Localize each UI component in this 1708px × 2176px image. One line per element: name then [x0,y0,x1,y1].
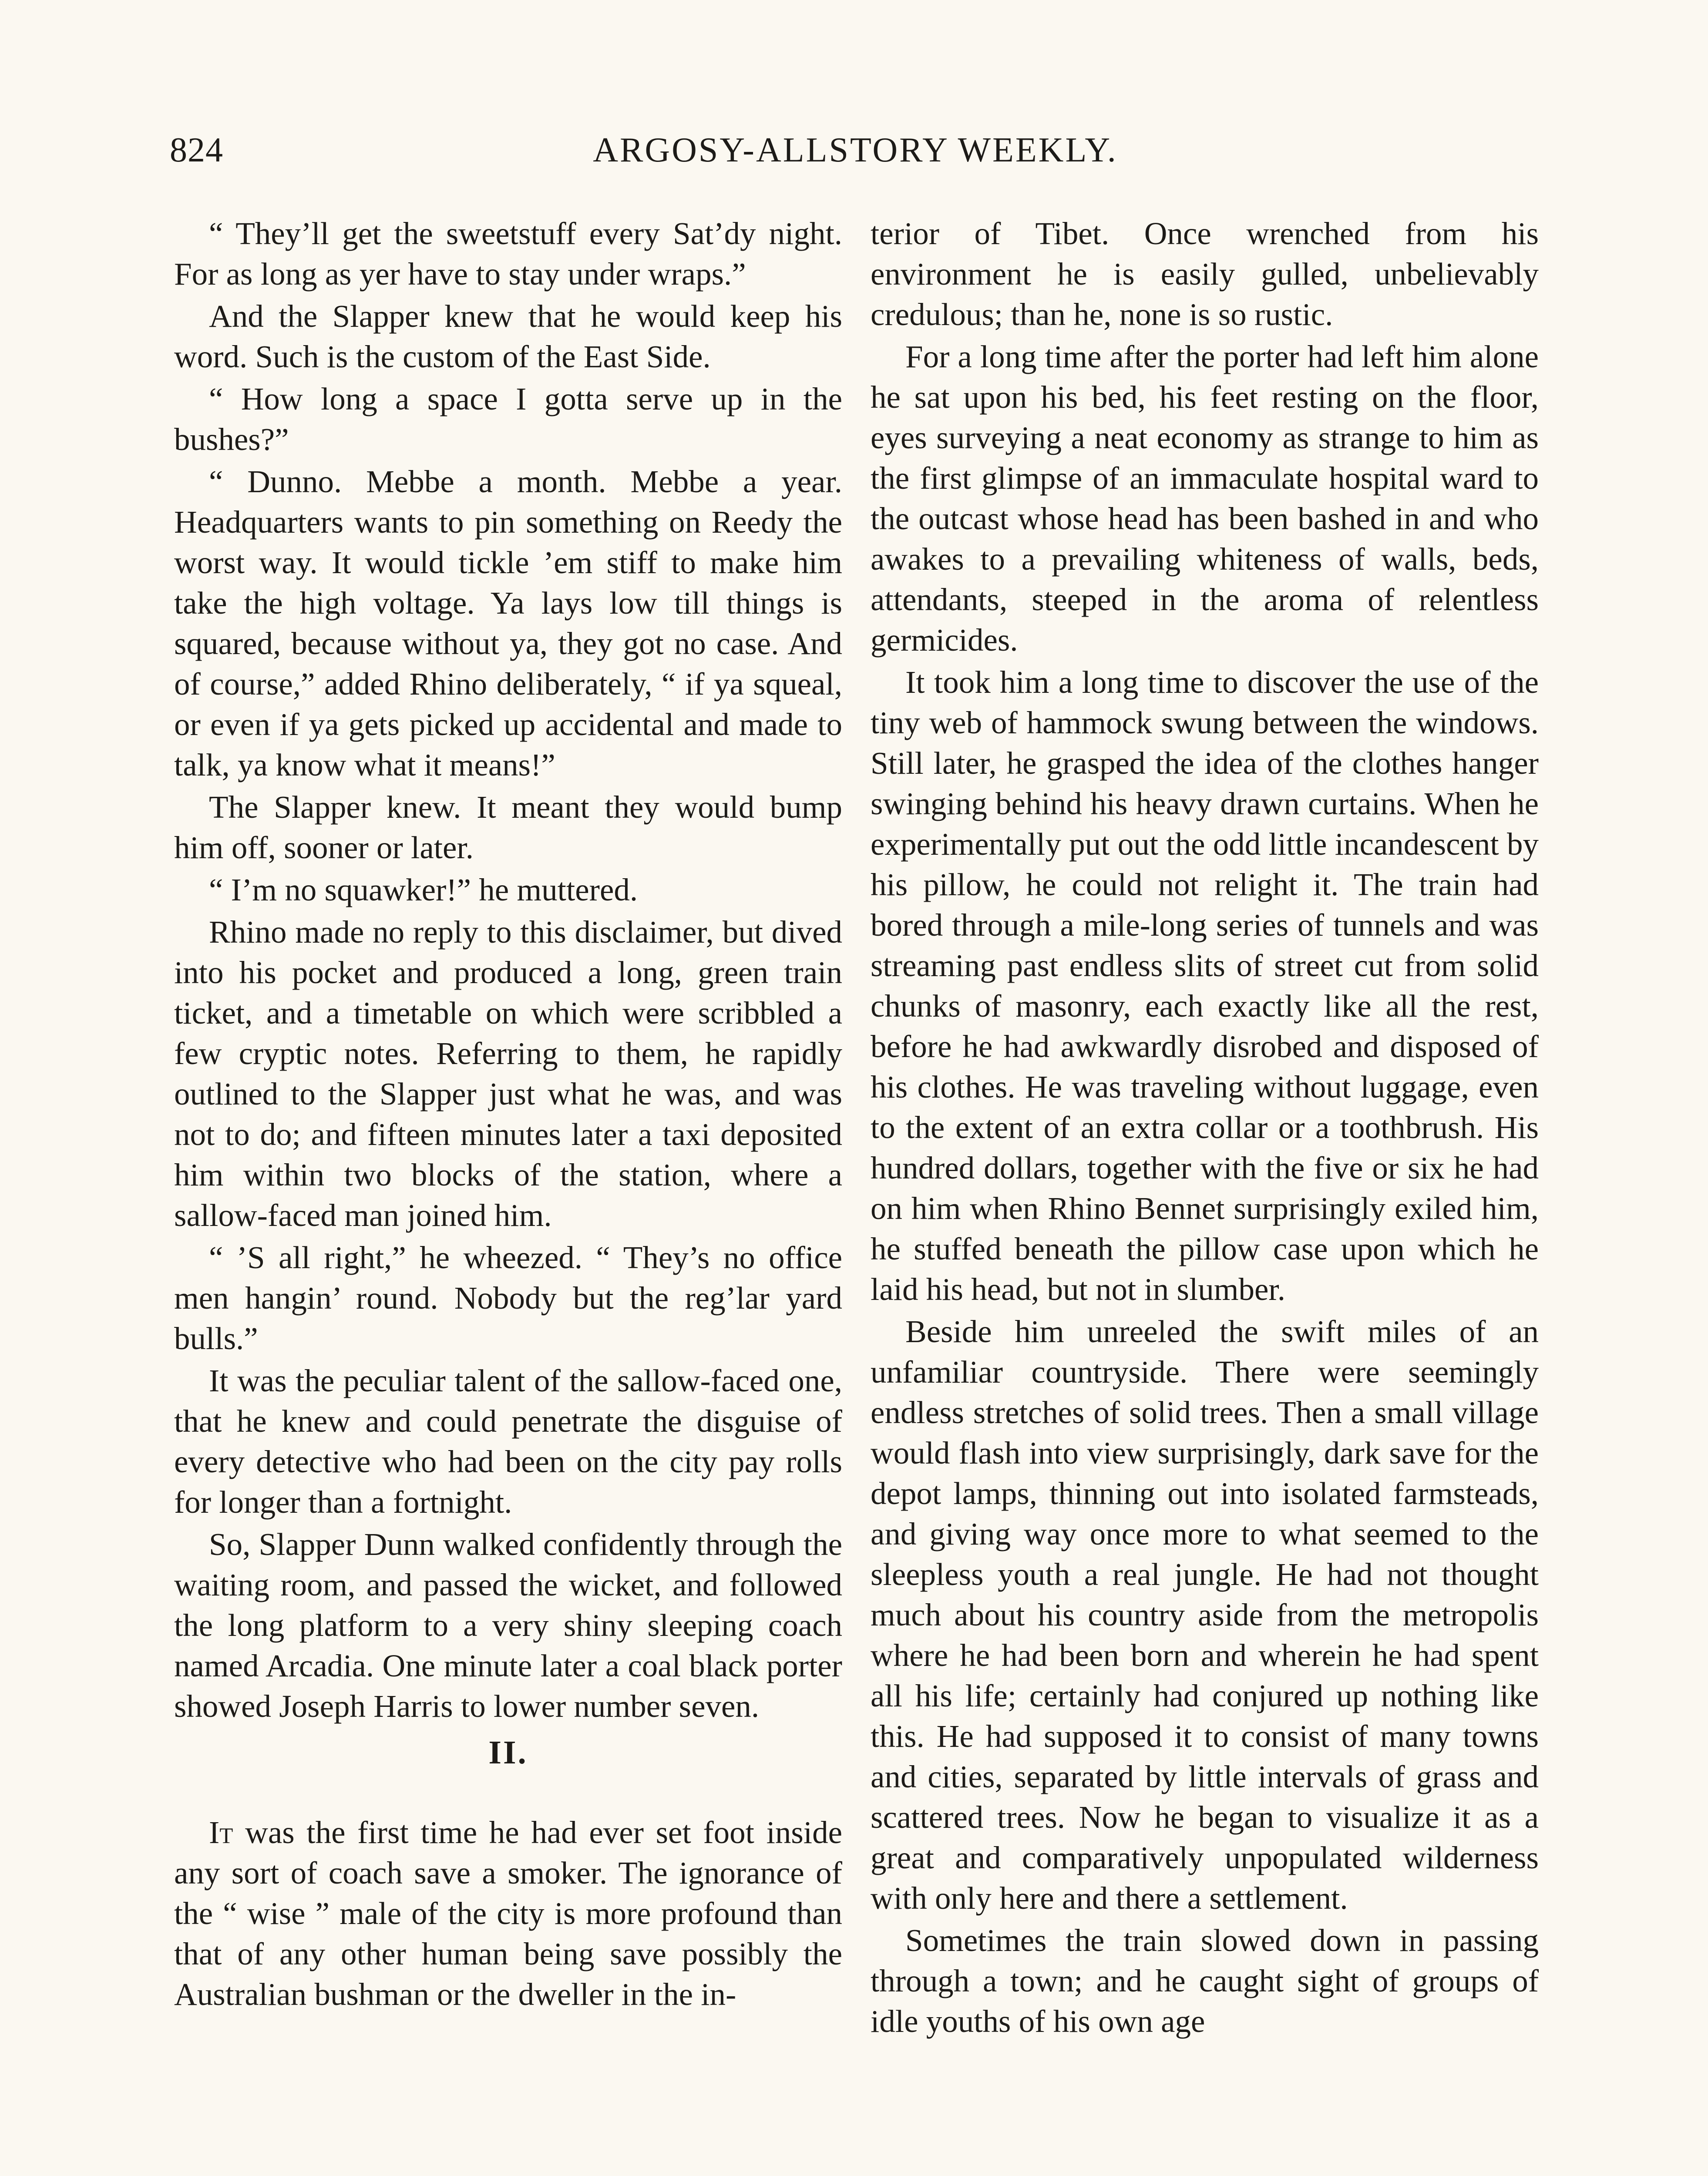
paragraph: Beside him unreeled the swift miles of an unfamiliar countryside. There were seemingly endless stretches of solid trees. Then a small village would flash into view surprisingly, dark save for the depot lamps, thinning out into isolated farmsteads, and giving way once more to what seemed to the sleepless youth a real jungle. He had not thought much about his country aside from the metropolis where he had been born and wherein he had spent all his life; certainly had conjured up nothing like this. He had supposed it to consist of many towns and cities, separated by little intervals of grass and scattered trees. Now he began to visualize it as a great and comparatively unpopulated wilderness with only here and there a settlement. [871,1314,1539,1916]
left-column [174,213,842,2016]
paragraph: It took him a long time to discover the use of the tiny web of hammock swung between the windows. Still later, he grasped the idea of the clothes hanger swinging behind his heavy drawn curtains. When he experimentally put out the odd little incandescent by his pillow, he could not relight it. The train had bored through a mile-long series of tunnels and was streaming past endless slits of street cut from solid chunks of masonry, each exactly like all the rest, before he had awkwardly disrobed and disposed of his clothes. He was traveling without luggage, even to the extent of an extra collar or a toothbrush. His hundred dollars, together with the five or six he had on him when Rhino Bennet surprisingly exiled him, he stuffed beneath the pillow case upon which he laid his head, but not in slumber. [871,665,1539,1307]
paragraph: The Slapper knew. It meant they would bump him off, sooner or later. [174,789,842,865]
paragraph: “ I’m no squawker!” he muttered. [209,872,638,907]
paragraph: And the Slapper knew that he would keep his word. Such is the custom of the East Side. [174,299,842,374]
page-header [170,131,1541,191]
page-number: 824 [170,131,223,169]
paragraph: “ How long a space I gotta serve up in the bushes?” [174,381,842,457]
paragraph: “ ’S all right,” he wheezed. “ They’s no office men hangin’ round. Nobody but the reg’lar yard bulls.” [174,1240,842,1356]
right-column [871,213,1539,2043]
continuation-paragraph: terior of Tibet. Once wrenched from his environment he is easily gulled, unbelievably credulous; than he, none is so rustic. [871,216,1539,332]
running-head: ARGOSY-ALLSTORY WEEKLY. [593,131,1118,169]
paragraph: Sometimes the train slowed down in passing through a town; and he caught sight of groups of idle youths of his own age [871,1923,1539,2039]
paragraph: “ They’ll get the sweetstuff every Sat’dy night. For as long as yer have to stay under wraps.” [174,216,842,292]
paragraph: Rhino made no reply to this disclaimer, but dived into his pocket and produced a long, green train ticket, and a timetable on which were scribbled a few cryptic notes. Referring to them, he rapidly outlined to the Slapper just what he was, and was not to do; and fifteen minutes later a taxi deposited him within two blocks of the station, where a sallow-faced man joined him. [174,914,842,1233]
paragraph: So, Slapper Dunn walked confidently through the waiting room, and passed the wicket, and followed the long platform to a very shiny sleeping coach named Arcadia. One minute later a coal black porter showed Joseph Harris to lower number seven. [174,1527,842,1724]
paragraph: It was the peculiar talent of the sallow-faced one, that he knew and could penetrate the disguise of every detective who had been on the city pay rolls for longer than a fortnight. [174,1363,842,1520]
paragraph: For a long time after the porter had left him alone he sat upon his bed, his feet resting on the floor, eyes surveying a neat economy as strange to him as the first glimpse of an immaculate hospital ward to the outcast whose head has been bashed in and who awakes to a prevailing whiteness of walls, beds, attendants, steeped in the aroma of relentless germicides. [871,339,1539,658]
section-opening-paragraph [174,1812,842,2015]
section-heading: II. [488,1734,528,1771]
section-paragraph-text: was the first time he had ever set foot inside any sort of coach save a smoker. The ignorance of the “ wise ” male of the city is more profound than that of any other human being save possibly the Australian bushman or the dweller in the in- [174,1815,842,2012]
paragraph: “ Dunno. Mebbe a month. Mebbe a year. Headquarters wants to pin something on Reedy the worst way. It would tickle ’em stiff to make him take the high voltage. Ya lays low till things is squared, because without ya, they got no case. And of course,” added Rhino deliberately, “ if ya squeal, or even if ya gets picked up accidental and made to talk, ya know what it means!” [174,464,842,782]
section-lead-word: It [209,1815,233,1850]
